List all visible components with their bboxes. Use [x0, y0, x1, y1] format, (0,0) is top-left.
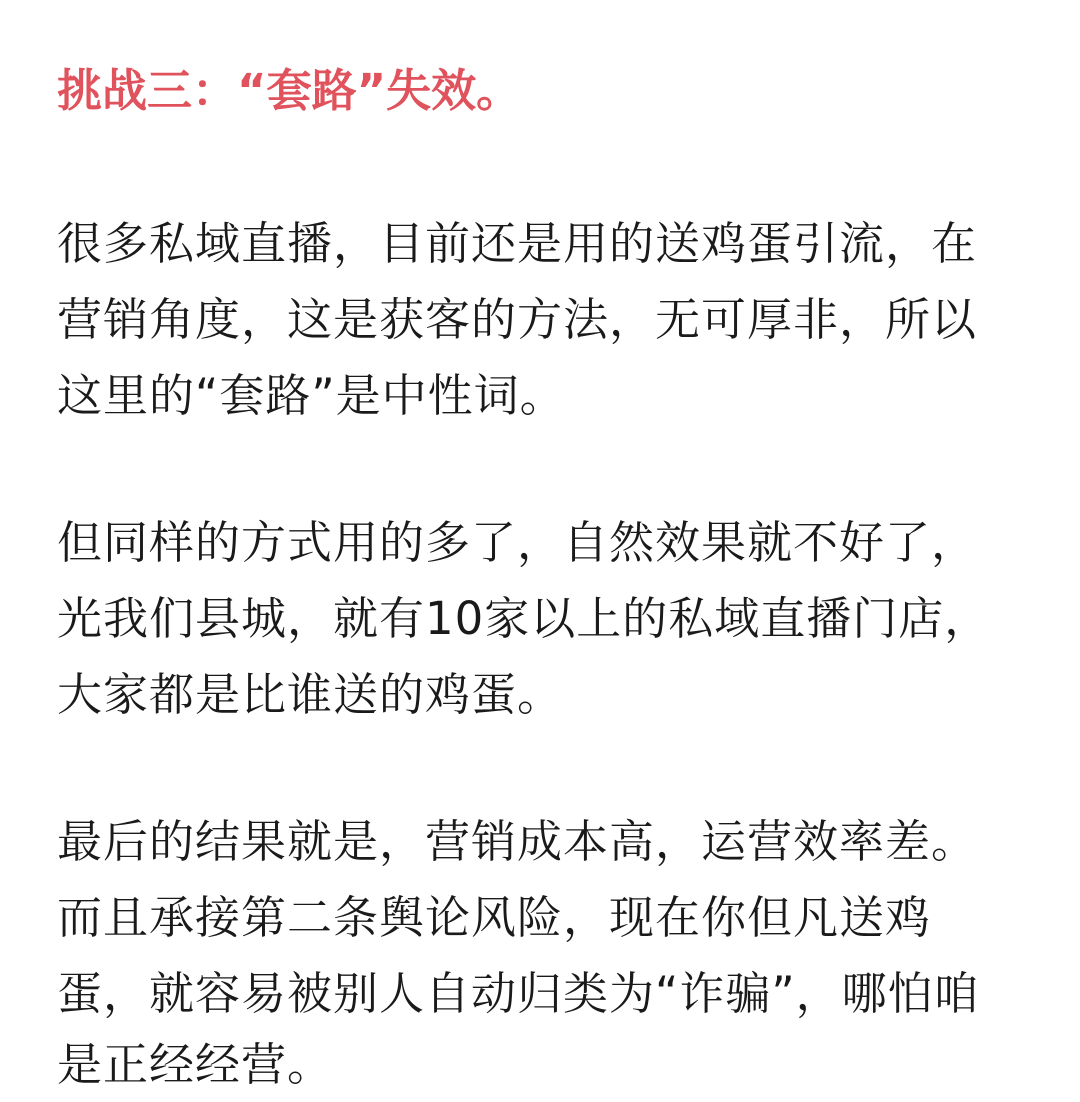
paragraph-line: 这里的“套路”是中性词。	[57, 369, 566, 422]
paragraph-line: 最后的结果就是，营销成本高，运营效率差。	[57, 815, 978, 868]
paragraph-line: 而且承接第二条舆论风险，现在你但凡送鸡	[57, 891, 932, 944]
paragraph-line: 蛋，就容易被别人自动归类为“诈骗”，哪怕咱	[57, 967, 980, 1020]
paragraph-line: 光我们县城，就有10家以上的私域直播门店，	[57, 592, 991, 645]
paragraph-line: 是正经经营。	[57, 1038, 334, 1091]
section-heading: 挑战三：“套路”失效。	[57, 64, 522, 117]
paragraph-line: 很多私域直播，目前还是用的送鸡蛋引流，在	[57, 217, 978, 270]
paragraph-line: 大家都是比谁送的鸡蛋。	[57, 668, 564, 721]
paragraph-line: 但同样的方式用的多了，自然效果就不好了，	[57, 516, 978, 569]
paragraph-line: 营销角度，这是获客的方法，无可厚非，所以	[57, 293, 978, 346]
